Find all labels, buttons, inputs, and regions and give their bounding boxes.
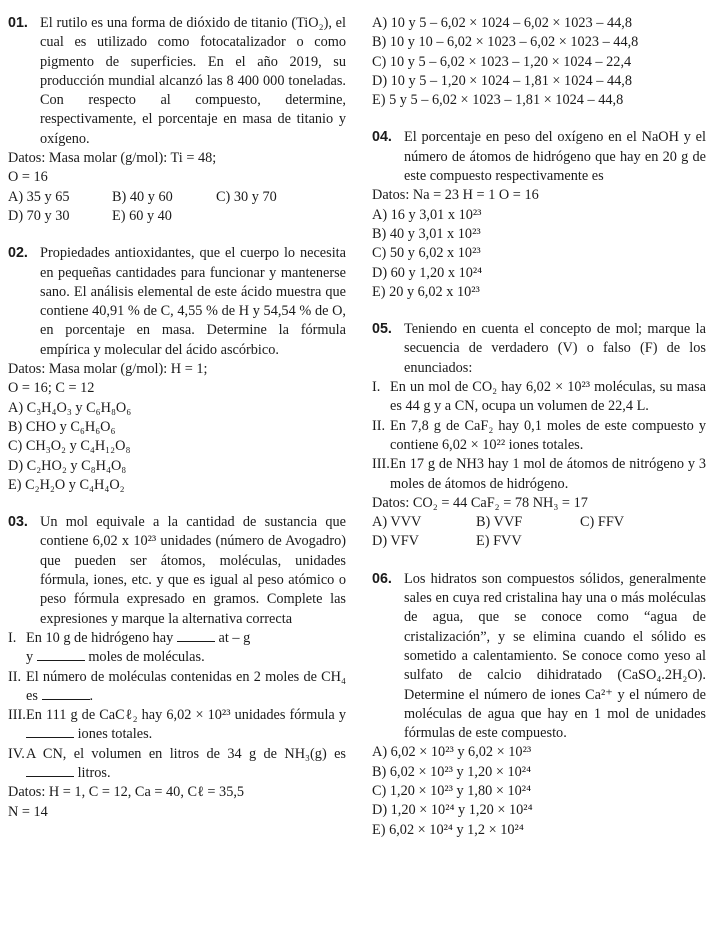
question-data: N = 14: [8, 803, 48, 820]
option-e[interactable]: E) FVV: [476, 533, 522, 550]
option-a[interactable]: A) VVV: [372, 514, 422, 531]
question-text: El rutilo es una forma de dióxido de titanio (TiO₂), el cual es utilizado como fotocatalizador o como pigmento de superficies. En el año 2019, su producción mundial alcanzó las 8 400 000 toneladas. Con respecto al compuesto, determine, respectivamente, el porcentaje en masa de titanio y oxígeno.: [40, 15, 346, 147]
option-a[interactable]: A) 10 y 5 – 6,02 × 1024 – 6,02 × 1023 – 44,8: [372, 15, 632, 31]
option-c[interactable]: C) FFV: [580, 514, 625, 531]
option-d[interactable]: D) C₂HO₂ y C₈H₄O₈: [8, 457, 127, 474]
option-d[interactable]: D) 1,20 × 10²⁴ y 1,20 × 10²⁴: [372, 802, 533, 819]
left-column: [8, 14, 346, 840]
question-data: Datos: Masa molar (g/mol): H = 1;: [8, 361, 208, 378]
question-text: Los hidratos son compuestos sólidos, generalmente sales en cuya red cristalina hay una o más moléculas de agua, que se conoce como “agua de cristalización”, y se elimina cuando el sólido es sometido a calentamiento. Se conoce como yeso al sulfato de calcio dihidratado (CaSO₄.2H₂O). Determine el número de iones Ca²⁺ y el número de moléculas de agua que hay en 1 mol de unidades fórmulas de este compuesto.: [404, 570, 706, 742]
option-e[interactable]: E) 60 y 40: [112, 207, 172, 224]
options: [372, 743, 706, 839]
option-a[interactable]: A) 6,02 × 10²³ y 6,02 × 10²³: [372, 744, 532, 761]
option-b[interactable]: B) 10 y 10 – 6,02 × 1023 – 6,02 × 1023 – 44,8: [372, 34, 639, 51]
statement-iii: III. En 17 g de NH3 hay 1 mol de átomos de nitrógeno y 3 moles de átomos de hidrógeno.: [372, 456, 706, 492]
question-05: [372, 320, 706, 552]
option-c[interactable]: C) 50 y 6,02 x 10²³: [372, 245, 481, 262]
question-text: Teniendo en cuenta el concepto de mol; marque la secuencia de verdadero (V) o falso (F) de los enunciados:: [404, 321, 706, 376]
question-04: [372, 128, 706, 302]
option-d[interactable]: D) 10 y 5 – 1,20 × 1024 – 1,81 × 1024 – 44,8: [372, 72, 632, 89]
blank-field[interactable]: [177, 629, 215, 642]
statement-i: I. En 10 g de hidrógeno hay at – g y moles de moléculas.: [8, 629, 251, 666]
option-b[interactable]: B) 40 y 3,01 x 10²³: [372, 225, 481, 242]
option-b[interactable]: B) VVF: [476, 514, 523, 531]
question-06: [372, 570, 706, 840]
option-a[interactable]: A) 16 y 3,01 x 10²³: [372, 206, 482, 223]
question-number: 03.: [8, 514, 28, 531]
blank-field[interactable]: [26, 764, 74, 777]
blank-field[interactable]: [26, 725, 74, 738]
question-text: Propiedades antioxidantes, que el cuerpo lo necesita en pequeñas cantidades para funcionar y mantenerse sano. El análisis elemental de este ácido muestra que contiene 40,91 % de C, 4,55 % de H y 54,54 % de O, en porcentaje en masa. Determine la fórmula empírica y molecular del ácido ascórbico.: [40, 245, 346, 358]
question-data: Datos: H = 1, C = 12, Ca = 40, Cℓ = 35,5: [8, 784, 245, 801]
option-c[interactable]: C) CH₃O₂ y C₄H₁₂O₈: [8, 438, 131, 455]
statement-ii: II. En 7,8 g de CaF₂ hay 0,1 moles de este compuesto y contiene 6,02 × 10²² iones totales.: [372, 417, 706, 453]
question-number: 06.: [372, 570, 392, 587]
option-a[interactable]: A) 35 y 65: [8, 188, 70, 205]
option-b[interactable]: B) CHO y C₆H₆O₆: [8, 418, 116, 435]
options: [8, 399, 346, 495]
statement-iv: IV. A CN, el volumen en litros de 34 g de NH₃(g) es litros.: [8, 745, 346, 781]
statement-ii: II. El número de moléculas contenidas en 2 moles de CH₄ es .: [8, 668, 346, 704]
option-e[interactable]: E) 6,02 × 10²⁴ y 1,2 × 10²⁴: [372, 821, 524, 838]
option-a[interactable]: A) C₃H₄O₃ y C₆H₈O₆: [8, 399, 132, 416]
question-number: 05.: [372, 321, 392, 338]
question-01: [8, 14, 346, 226]
option-e[interactable]: E) 20 y 6,02 x 10²³: [372, 283, 480, 300]
question-number: 04.: [372, 129, 392, 146]
option-c[interactable]: C) 30 y 70: [216, 188, 277, 205]
question-data: Datos: CO₂ = 44 CaF₂ = 78 NH₃ = 17: [372, 494, 588, 511]
option-c[interactable]: C) 1,20 × 10²³ y 1,80 × 10²⁴: [372, 782, 532, 799]
question-data: O = 16: [8, 169, 48, 186]
question-03-options: [372, 14, 706, 110]
statement-iii: III. En 111 g de CaCℓ₂ hay 6,02 × 10²³ unidades fórmula y iones totales.: [8, 707, 346, 743]
question-data: Datos: Na = 23 H = 1 O = 16: [372, 187, 539, 204]
option-c[interactable]: C) 10 y 5 – 6,02 × 1023 – 1,20 × 1024 – 22,4: [372, 53, 632, 70]
options: [372, 513, 706, 552]
option-e[interactable]: E) C₂H₂O y C₄H₄O₂: [8, 476, 125, 493]
question-text: Un mol equivale a la cantidad de sustancia que contiene 6,02 x 10²³ unidades (número de Avogadro) que pueden ser átomos, moléculas, unidades fórmula, iones, etc. y que es igual al peso atómico o peso fórmula expresado en gramos. Complete las expresiones y marque la alternativa correcta: [40, 514, 346, 627]
option-d[interactable]: D) 70 y 30: [8, 207, 70, 224]
question-text: El porcentaje en peso del oxígeno en el NaOH y el número de átomos de hidrógeno que hay en 20 g de este compuesto respectivamente es: [404, 129, 706, 185]
option-d[interactable]: D) VFV: [372, 533, 420, 550]
option-b[interactable]: B) 40 y 60: [112, 188, 173, 205]
option-d[interactable]: D) 60 y 1,20 x 10²⁴: [372, 264, 483, 281]
question-number: 01.: [8, 15, 28, 31]
question-number: 02.: [8, 245, 28, 262]
question-02: [8, 244, 346, 495]
question-data: O = 16; C = 12: [8, 380, 95, 397]
statement-i: I. En un mol de CO₂ hay 6,02 × 10²³ moléculas, su masa es 44 g y a CN, ocupa un volumen de 22,4 L.: [372, 379, 706, 415]
question-03: [8, 513, 346, 822]
blank-field[interactable]: [42, 687, 90, 700]
right-column: [372, 14, 706, 858]
options: [372, 206, 706, 302]
question-data: Datos: Masa molar (g/mol): Ti = 48;: [8, 150, 217, 167]
option-b[interactable]: B) 6,02 × 10²³ y 1,20 × 10²⁴: [372, 763, 532, 780]
option-e[interactable]: E) 5 y 5 – 6,02 × 1023 – 1,81 × 1024 – 44,8: [372, 92, 624, 109]
blank-field[interactable]: [37, 648, 85, 661]
options: [8, 188, 346, 227]
